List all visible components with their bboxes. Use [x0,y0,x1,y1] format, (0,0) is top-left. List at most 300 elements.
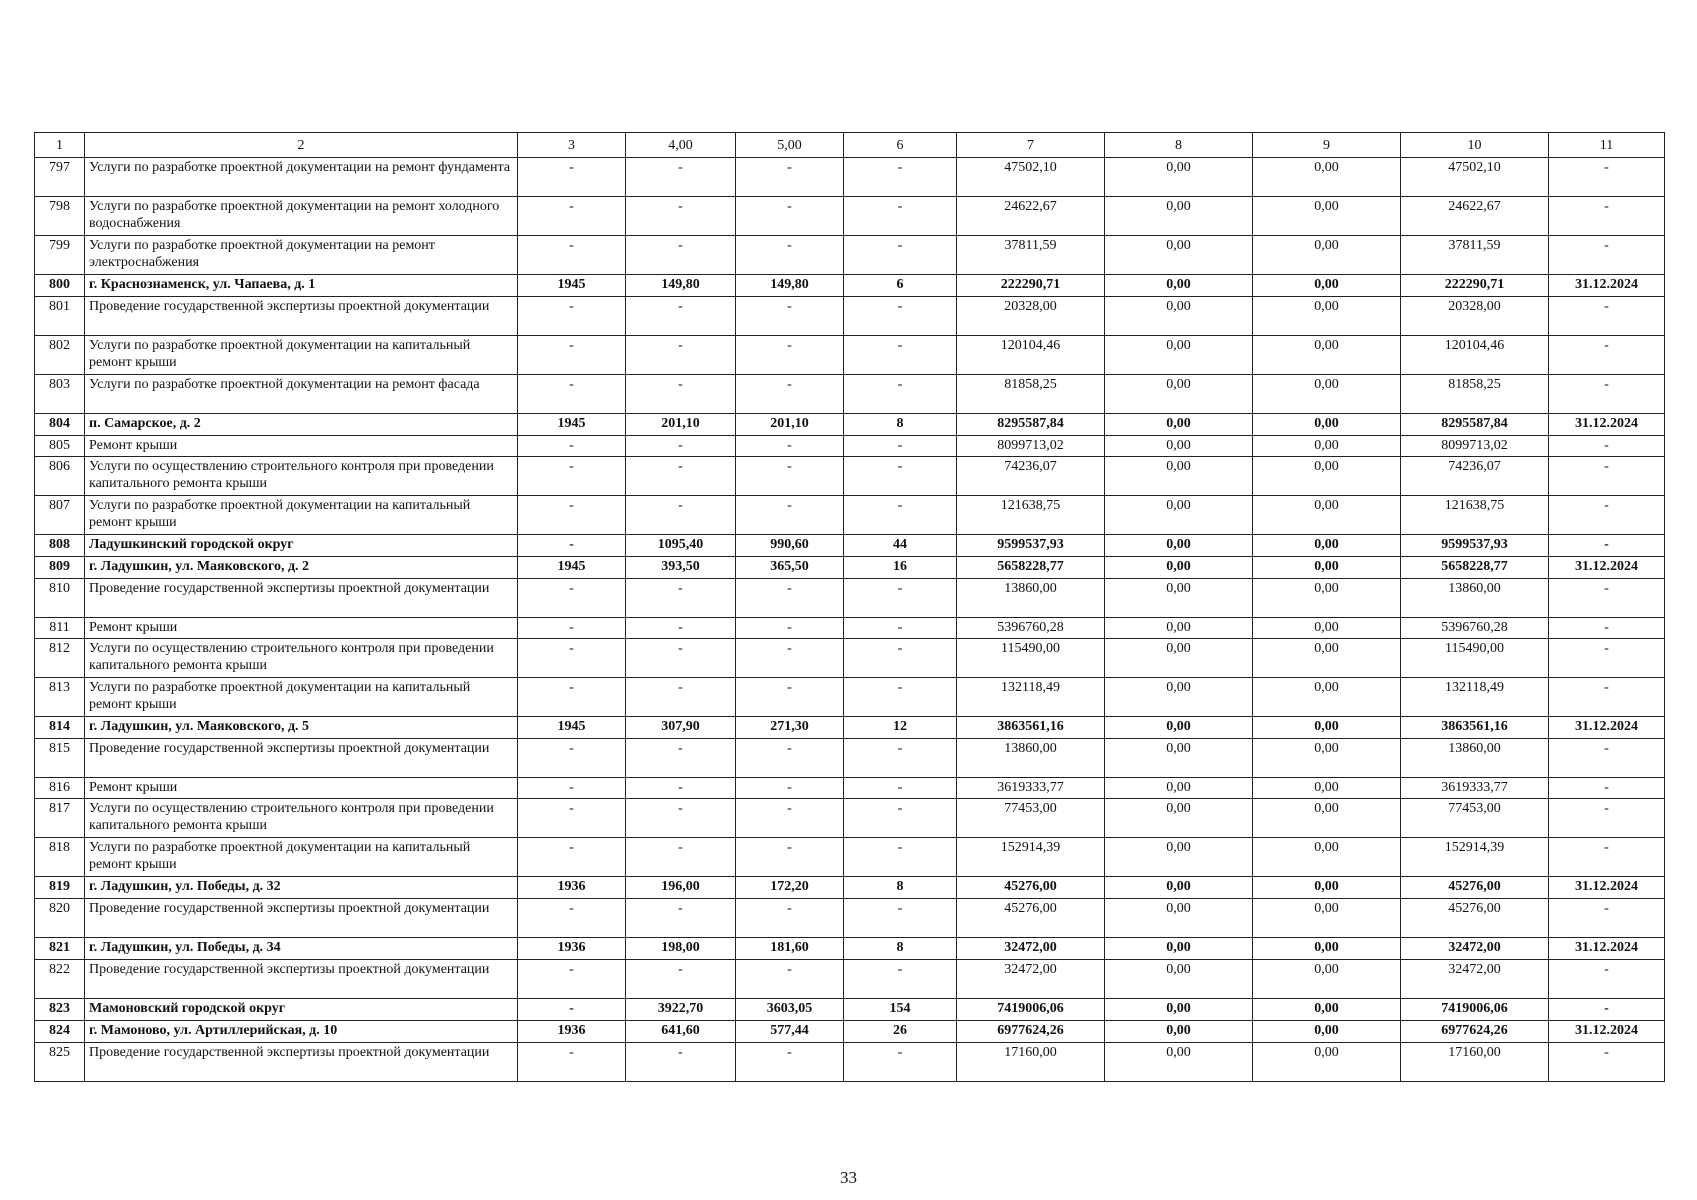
value-cell: - [844,1043,957,1082]
value-cell: 121638,75 [957,496,1105,535]
column-number-header-row [35,133,1665,158]
value-cell: - [626,778,736,799]
value-cell: - [626,375,736,414]
value-cell: - [626,799,736,838]
value-cell: - [844,618,957,639]
value-cell: 74236,07 [1401,457,1549,496]
value-cell: 16 [844,557,957,579]
value-cell: - [844,579,957,618]
value-cell: 0,00 [1253,678,1401,717]
value-cell: - [1549,158,1665,197]
value-cell: 0,00 [1105,838,1253,877]
table-row [35,158,1665,197]
value-cell: - [1549,739,1665,778]
row-number-cell: 805 [35,436,85,457]
value-cell: 0,00 [1253,436,1401,457]
value-cell: - [736,739,844,778]
value-cell: 222290,71 [957,275,1105,297]
row-number-cell: 812 [35,639,85,678]
description-cell: Услуги по разработке проектной документации на капитальный ремонт крыши [85,336,518,375]
value-cell: - [626,960,736,999]
description-cell: Мамоновский городской округ [85,999,518,1021]
value-cell: - [1549,496,1665,535]
value-cell: - [518,297,626,336]
value-cell: 6977624,26 [1401,1021,1549,1043]
row-number-cell: 799 [35,236,85,275]
value-cell: 77453,00 [957,799,1105,838]
value-cell: - [844,899,957,938]
value-cell: 13860,00 [957,579,1105,618]
value-cell: 44 [844,535,957,557]
value-cell: 0,00 [1105,799,1253,838]
value-cell: 1945 [518,414,626,436]
table-row [35,557,1665,579]
value-cell: 1095,40 [626,535,736,557]
value-cell: - [1549,579,1665,618]
value-cell: 0,00 [1105,999,1253,1021]
value-cell: 3863561,16 [957,717,1105,739]
table-row [35,375,1665,414]
value-cell: 45276,00 [1401,877,1549,899]
value-cell: - [518,197,626,236]
value-cell: 37811,59 [1401,236,1549,275]
table-row [35,535,1665,557]
value-cell: 32472,00 [957,938,1105,960]
row-number-cell: 803 [35,375,85,414]
description-cell: г. Мамоново, ул. Артиллерийская, д. 10 [85,1021,518,1043]
value-cell: - [626,297,736,336]
row-number-cell: 807 [35,496,85,535]
description-cell: Услуги по разработке проектной документации на капитальный ремонт крыши [85,678,518,717]
value-cell: - [626,579,736,618]
table-row [35,877,1665,899]
value-cell: - [518,999,626,1021]
value-cell: 5396760,28 [957,618,1105,639]
value-cell: 31.12.2024 [1549,1021,1665,1043]
value-cell: 31.12.2024 [1549,877,1665,899]
column-header-6: 6 [844,133,957,158]
register-table [34,132,1665,1082]
table-body [35,158,1665,1082]
value-cell: 0,00 [1253,158,1401,197]
value-cell: - [1549,799,1665,838]
description-cell: Проведение государственной экспертизы проектной документации [85,1043,518,1082]
value-cell: - [844,496,957,535]
value-cell: 196,00 [626,877,736,899]
value-cell: - [736,618,844,639]
value-cell: - [1549,1043,1665,1082]
value-cell: 0,00 [1105,579,1253,618]
value-cell: - [518,838,626,877]
description-cell: Проведение государственной экспертизы проектной документации [85,579,518,618]
description-cell: Услуги по разработке проектной документации на ремонт фасада [85,375,518,414]
value-cell: 0,00 [1105,877,1253,899]
value-cell: 0,00 [1253,877,1401,899]
value-cell: 5396760,28 [1401,618,1549,639]
value-cell: 37811,59 [957,236,1105,275]
value-cell: - [518,739,626,778]
value-cell: 74236,07 [957,457,1105,496]
value-cell: 20328,00 [957,297,1105,336]
value-cell: - [626,639,736,678]
table-row [35,336,1665,375]
value-cell: 47502,10 [957,158,1105,197]
value-cell: - [518,618,626,639]
value-cell: - [736,197,844,236]
value-cell: - [1549,297,1665,336]
value-cell: - [736,297,844,336]
row-number-cell: 820 [35,899,85,938]
description-cell: Услуги по осуществлению строительного контроля при проведении капитального ремонта крыши [85,799,518,838]
value-cell: - [736,899,844,938]
value-cell: 0,00 [1105,457,1253,496]
value-cell: 31.12.2024 [1549,414,1665,436]
table-row [35,778,1665,799]
value-cell: 152914,39 [957,838,1105,877]
column-header-8: 8 [1105,133,1253,158]
value-cell: 0,00 [1105,158,1253,197]
value-cell: 0,00 [1253,336,1401,375]
value-cell: 32472,00 [957,960,1105,999]
value-cell: - [626,899,736,938]
value-cell: 0,00 [1105,678,1253,717]
value-cell: 1936 [518,877,626,899]
value-cell: 115490,00 [1401,639,1549,678]
value-cell: 0,00 [1253,236,1401,275]
value-cell: 0,00 [1253,414,1401,436]
value-cell: - [626,197,736,236]
table-row [35,236,1665,275]
value-cell: 45276,00 [957,899,1105,938]
value-cell: 8 [844,938,957,960]
value-cell: 1945 [518,275,626,297]
description-cell: п. Самарское, д. 2 [85,414,518,436]
value-cell: - [736,436,844,457]
value-cell: 0,00 [1253,899,1401,938]
value-cell: - [736,457,844,496]
value-cell: - [736,158,844,197]
value-cell: 77453,00 [1401,799,1549,838]
value-cell: 0,00 [1253,639,1401,678]
value-cell: - [1549,778,1665,799]
value-cell: - [518,375,626,414]
value-cell: 0,00 [1105,717,1253,739]
value-cell: 13860,00 [1401,739,1549,778]
value-cell: 0,00 [1253,938,1401,960]
table-row [35,799,1665,838]
table-row [35,579,1665,618]
value-cell: 0,00 [1105,297,1253,336]
value-cell: - [1549,639,1665,678]
table-row [35,899,1665,938]
row-number-cell: 824 [35,1021,85,1043]
value-cell: 0,00 [1105,618,1253,639]
value-cell: 0,00 [1105,1043,1253,1082]
value-cell: - [1549,375,1665,414]
description-cell: г. Ладушкин, ул. Маяковского, д. 2 [85,557,518,579]
value-cell: 1945 [518,557,626,579]
row-number-cell: 797 [35,158,85,197]
value-cell: - [1549,999,1665,1021]
row-number-cell: 821 [35,938,85,960]
value-cell: - [626,336,736,375]
value-cell: - [844,739,957,778]
row-number-cell: 808 [35,535,85,557]
value-cell: - [626,158,736,197]
table-row [35,678,1665,717]
row-number-cell: 800 [35,275,85,297]
value-cell: 31.12.2024 [1549,717,1665,739]
table-row [35,275,1665,297]
value-cell: 0,00 [1253,557,1401,579]
value-cell: - [518,236,626,275]
row-number-cell: 822 [35,960,85,999]
description-cell: г. Краснознаменск, ул. Чапаева, д. 1 [85,275,518,297]
value-cell: - [844,375,957,414]
table-row [35,639,1665,678]
value-cell: 1945 [518,717,626,739]
description-cell: Проведение государственной экспертизы проектной документации [85,739,518,778]
value-cell: 181,60 [736,938,844,960]
description-cell: Услуги по разработке проектной документации на капитальный ремонт крыши [85,496,518,535]
value-cell: - [1549,960,1665,999]
value-cell: 0,00 [1105,236,1253,275]
value-cell: 7419006,06 [1401,999,1549,1021]
row-number-cell: 813 [35,678,85,717]
value-cell: 12 [844,717,957,739]
row-number-cell: 825 [35,1043,85,1082]
column-header-7: 7 [957,133,1105,158]
row-number-cell: 817 [35,799,85,838]
value-cell: 0,00 [1253,375,1401,414]
value-cell: - [518,336,626,375]
row-number-cell: 814 [35,717,85,739]
value-cell: 8 [844,414,957,436]
value-cell: - [736,336,844,375]
value-cell: 47502,10 [1401,158,1549,197]
value-cell: 0,00 [1105,496,1253,535]
column-header-3: 3 [518,133,626,158]
value-cell: 172,20 [736,877,844,899]
column-header-5: 5,00 [736,133,844,158]
table-row [35,496,1665,535]
value-cell: - [844,336,957,375]
row-number-cell: 801 [35,297,85,336]
value-cell: - [518,436,626,457]
row-number-cell: 818 [35,838,85,877]
value-cell: 132118,49 [1401,678,1549,717]
row-number-cell: 809 [35,557,85,579]
row-number-cell: 806 [35,457,85,496]
value-cell: 0,00 [1253,1021,1401,1043]
value-cell: 3863561,16 [1401,717,1549,739]
value-cell: 0,00 [1105,1021,1253,1043]
description-cell: г. Ладушкин, ул. Победы, д. 34 [85,938,518,960]
value-cell: 13860,00 [1401,579,1549,618]
value-cell: 3922,70 [626,999,736,1021]
value-cell: 0,00 [1105,436,1253,457]
value-cell: 5658228,77 [1401,557,1549,579]
description-cell: Услуги по разработке проектной документации на ремонт фундамента [85,158,518,197]
value-cell: - [626,678,736,717]
page-number: 33 [840,1168,857,1187]
value-cell: - [626,838,736,877]
value-cell: 31.12.2024 [1549,557,1665,579]
value-cell: - [1549,236,1665,275]
row-number-cell: 815 [35,739,85,778]
value-cell: 149,80 [736,275,844,297]
value-cell: 0,00 [1105,938,1253,960]
value-cell: 641,60 [626,1021,736,1043]
description-cell: Услуги по разработке проектной документации на ремонт холодного водоснабжения [85,197,518,236]
column-header-1: 1 [35,133,85,158]
value-cell: - [1549,436,1665,457]
value-cell: 0,00 [1105,960,1253,999]
value-cell: 0,00 [1253,496,1401,535]
value-cell: - [736,1043,844,1082]
value-cell: 0,00 [1253,535,1401,557]
value-cell: 0,00 [1105,275,1253,297]
value-cell: - [736,799,844,838]
table-row [35,197,1665,236]
value-cell: 149,80 [626,275,736,297]
value-cell: - [518,457,626,496]
value-cell: - [518,1043,626,1082]
value-cell: 31.12.2024 [1549,938,1665,960]
value-cell: - [626,457,736,496]
description-cell: г. Ладушкин, ул. Победы, д. 32 [85,877,518,899]
value-cell: 0,00 [1105,639,1253,678]
table-row [35,739,1665,778]
description-cell: Услуги по разработке проектной документации на капитальный ремонт крыши [85,838,518,877]
row-number-cell: 816 [35,778,85,799]
value-cell: 24622,67 [1401,197,1549,236]
value-cell: - [518,639,626,678]
value-cell: - [844,678,957,717]
value-cell: 0,00 [1105,414,1253,436]
table-row [35,436,1665,457]
value-cell: 7419006,06 [957,999,1105,1021]
value-cell: - [518,678,626,717]
column-header-10: 10 [1401,133,1549,158]
value-cell: 393,50 [626,557,736,579]
value-cell: 0,00 [1253,739,1401,778]
value-cell: - [1549,457,1665,496]
row-number-cell: 802 [35,336,85,375]
value-cell: - [626,236,736,275]
value-cell: 120104,46 [957,336,1105,375]
value-cell: - [844,457,957,496]
value-cell: 8099713,02 [1401,436,1549,457]
description-cell: Ремонт крыши [85,778,518,799]
table-row [35,838,1665,877]
value-cell: - [626,496,736,535]
column-header-4: 4,00 [626,133,736,158]
value-cell: - [626,618,736,639]
value-cell: 8295587,84 [1401,414,1549,436]
description-cell: Ладушкинский городской округ [85,535,518,557]
value-cell: - [736,838,844,877]
value-cell: - [844,297,957,336]
value-cell: 17160,00 [1401,1043,1549,1082]
table-row [35,414,1665,436]
value-cell: - [626,1043,736,1082]
value-cell: - [518,579,626,618]
value-cell: 990,60 [736,535,844,557]
value-cell: 0,00 [1253,197,1401,236]
description-cell: Услуги по осуществлению строительного контроля при проведении капитального ремонта крыши [85,457,518,496]
value-cell: 271,30 [736,717,844,739]
value-cell: 0,00 [1253,618,1401,639]
value-cell: - [736,639,844,678]
value-cell: - [736,375,844,414]
value-cell: 154 [844,999,957,1021]
description-cell: Ремонт крыши [85,436,518,457]
value-cell: 32472,00 [1401,960,1549,999]
value-cell: - [736,678,844,717]
value-cell: - [844,778,957,799]
row-number-cell: 819 [35,877,85,899]
value-cell: - [518,899,626,938]
value-cell: 45276,00 [1401,899,1549,938]
row-number-cell: 823 [35,999,85,1021]
table-row [35,1043,1665,1082]
value-cell: - [736,960,844,999]
value-cell: - [844,436,957,457]
value-cell: - [518,778,626,799]
value-cell: 577,44 [736,1021,844,1043]
row-number-cell: 810 [35,579,85,618]
value-cell: 0,00 [1253,717,1401,739]
value-cell: 31.12.2024 [1549,275,1665,297]
value-cell: 81858,25 [957,375,1105,414]
value-cell: - [844,838,957,877]
description-cell: Проведение государственной экспертизы проектной документации [85,960,518,999]
value-cell: 0,00 [1253,838,1401,877]
value-cell: 24622,67 [957,197,1105,236]
value-cell: - [1549,618,1665,639]
value-cell: 81858,25 [1401,375,1549,414]
value-cell: 0,00 [1253,579,1401,618]
table-row [35,960,1665,999]
value-cell: 8 [844,877,957,899]
table-row [35,717,1665,739]
value-cell: - [844,799,957,838]
value-cell: - [1549,336,1665,375]
value-cell: 3619333,77 [957,778,1105,799]
value-cell: 0,00 [1105,557,1253,579]
value-cell: 0,00 [1253,778,1401,799]
value-cell: 0,00 [1253,275,1401,297]
row-number-cell: 811 [35,618,85,639]
description-cell: Проведение государственной экспертизы проектной документации [85,899,518,938]
column-header-2: 2 [85,133,518,158]
value-cell: 3603,05 [736,999,844,1021]
value-cell: - [626,436,736,457]
table-row [35,457,1665,496]
value-cell: - [1549,899,1665,938]
value-cell: 6 [844,275,957,297]
value-cell: 152914,39 [1401,838,1549,877]
value-cell: - [844,158,957,197]
value-cell: - [844,197,957,236]
table-row [35,297,1665,336]
value-cell: 0,00 [1253,960,1401,999]
column-header-11: 11 [1549,133,1665,158]
value-cell: 0,00 [1105,375,1253,414]
value-cell: 365,50 [736,557,844,579]
table-row [35,618,1665,639]
